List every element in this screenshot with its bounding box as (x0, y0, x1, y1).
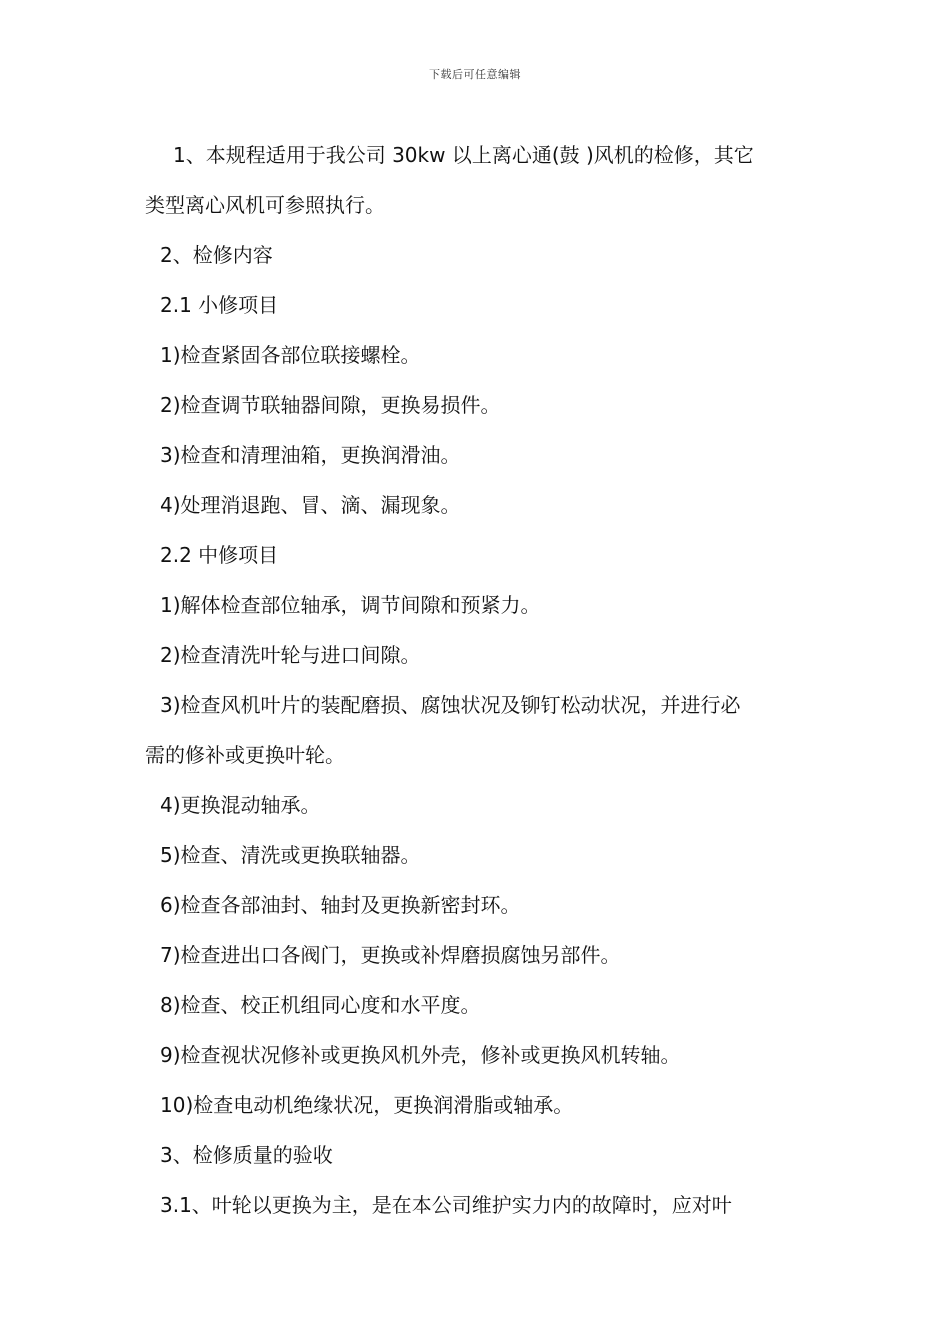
list-item: 6)检查各部油封、轴封及更换新密封环。 (160, 893, 521, 917)
paragraph-line: 3.1、叶轮以更换为主，是在本公司维护实力内的故障时，应对叶 (160, 1193, 732, 1217)
list-item: 1)解体检查部位轴承，调节间隙和预紧力。 (160, 593, 541, 617)
list-item: 1)检查紧固各部位联接螺栓。 (160, 343, 421, 367)
list-item-continuation: 需的修补或更换叶轮。 (145, 743, 345, 767)
document-body (145, 130, 810, 1230)
paragraph-line: 1、本规程适用于我公司 30kw 以上离心通(鼓 )风机的检修，其它 (173, 143, 754, 167)
list-item: 8)检查、校正机组同心度和水平度。 (160, 993, 481, 1017)
list-item: 5)检查、清洗或更换联轴器。 (160, 843, 421, 867)
list-item: 4)更换混动轴承。 (160, 793, 321, 817)
section-heading: 3、检修质量的验收 (160, 1143, 333, 1167)
list-item: 4)处理消退跑、冒、滴、漏现象。 (160, 493, 461, 517)
list-item: 9)检查视状况修补或更换风机外壳，修补或更换风机转轴。 (160, 1043, 681, 1067)
subsection-heading: 2.1 小修项目 (160, 293, 279, 317)
page-header-note: 下载后可任意编辑 (429, 68, 521, 81)
section-heading: 2、检修内容 (160, 243, 273, 267)
list-item: 2)检查调节联轴器间隙，更换易损件。 (160, 393, 501, 417)
list-item: 10)检查电动机绝缘状况，更换润滑脂或轴承。 (160, 1093, 574, 1117)
list-item: 2)检查清洗叶轮与进口间隙。 (160, 643, 421, 667)
list-item: 3)检查风机叶片的装配磨损、腐蚀状况及铆钉松动状况，并进行必 (160, 693, 741, 717)
list-item: 7)检查进出口各阀门，更换或补焊磨损腐蚀另部件。 (160, 943, 621, 967)
subsection-heading: 2.2 中修项目 (160, 543, 279, 567)
paragraph-line: 类型离心风机可参照执行。 (145, 193, 385, 217)
list-item: 3)检查和清理油箱，更换润滑油。 (160, 443, 461, 467)
